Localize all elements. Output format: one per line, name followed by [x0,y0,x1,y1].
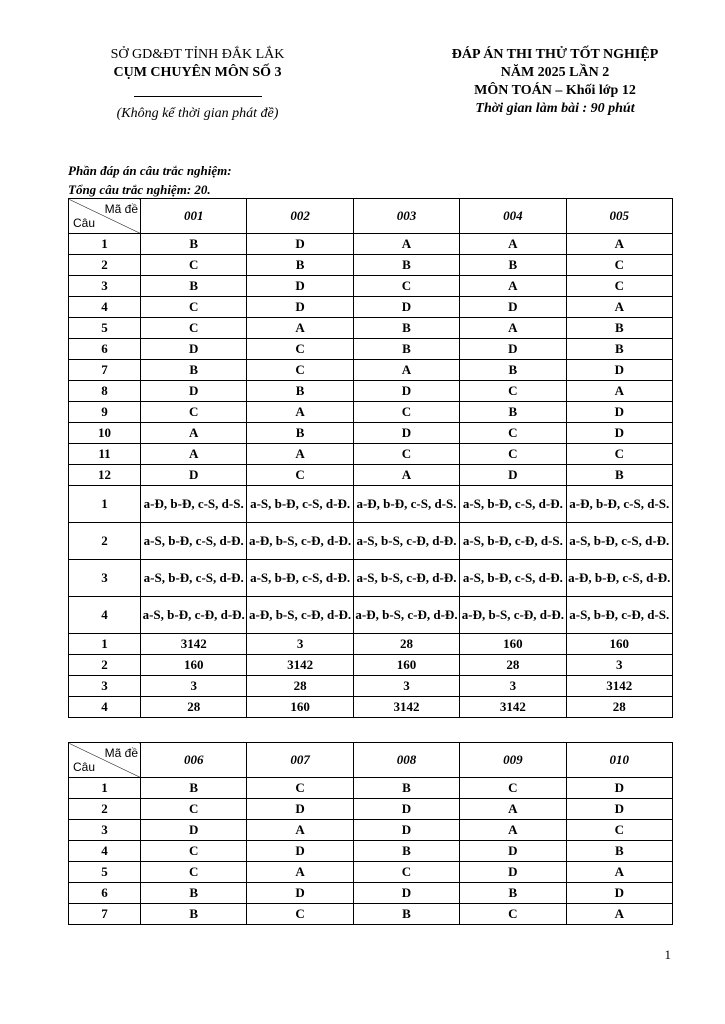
table-row [69,318,673,339]
table-row [69,820,673,841]
answer-cell: B [460,255,566,276]
answer-cell: D [247,883,353,904]
answer-cell: B [460,883,566,904]
answer-cell: B [460,360,566,381]
table-row [69,381,673,402]
corner-header-cell [69,743,141,778]
answer-cell: B [353,318,459,339]
answer-cell: 28 [247,676,353,697]
answer-cell: A [247,862,353,883]
answer-cell: a-Đ, b-Đ, c-S, d-Đ. [566,560,672,597]
question-number: 3 [69,560,141,597]
answer-cell: A [247,444,353,465]
question-number: 4 [69,841,141,862]
exam-year: NĂM 2025 LẦN 2 [500,65,610,80]
department-name: SỞ GD&ĐT TỈNH ĐẮK LẮK [110,47,285,62]
exam-code-header: 002 [247,199,353,234]
answer-cell: C [353,862,459,883]
answer-cell: C [566,255,672,276]
question-number: 2 [69,523,141,560]
question-number: 3 [69,276,141,297]
table-row [69,297,673,318]
answer-cell: D [353,883,459,904]
answer-cell: D [353,297,459,318]
intro [68,161,232,199]
answer-cell: a-Đ, b-Đ, c-S, d-S. [141,486,247,523]
table-row [69,841,673,862]
answer-cell: 3142 [141,634,247,655]
header-note: (Không kể thời gian phát đề) [116,106,279,121]
answer-table-1 [68,198,673,718]
answer-cell: D [566,402,672,423]
answer-cell: C [353,402,459,423]
answer-cell: A [566,381,672,402]
table-row [69,778,673,799]
table-row [69,360,673,381]
question-label: Câu [73,216,96,230]
answer-cell: A [353,360,459,381]
answer-cell: a-S, b-Đ, c-S, d-Đ. [460,486,566,523]
question-number: 3 [69,676,141,697]
exam-code-header: 005 [566,199,672,234]
answer-cell: C [566,820,672,841]
table-header-row [69,199,673,234]
answer-cell: B [247,423,353,444]
answer-cell: B [353,904,459,925]
header-right [410,46,700,118]
question-number: 5 [69,862,141,883]
exam-subject: MÔN TOÁN – Khối lớp 12 [474,83,636,98]
answer-cell: a-S, b-Đ, c-S, d-Đ. [460,560,566,597]
answer-cell: C [247,339,353,360]
answer-cell: A [566,904,672,925]
answer-cell: B [141,883,247,904]
answer-cell: C [141,841,247,862]
answer-cell: D [353,423,459,444]
table-row [69,634,673,655]
answer-cell: a-S, b-Đ, c-Đ, d-S. [566,597,672,634]
answer-cell: C [247,778,353,799]
answer-cell: D [460,841,566,862]
intro-line-2: Tổng câu trắc nghiệm: 20. [68,182,211,197]
answer-cell: B [566,339,672,360]
answer-cell: A [566,234,672,255]
answer-cell: a-Đ, b-S, c-Đ, d-Đ. [247,523,353,560]
answer-cell: D [353,820,459,841]
answer-cell: B [353,778,459,799]
answer-cell: 160 [247,697,353,718]
question-number: 3 [69,820,141,841]
table-row [69,560,673,597]
table-row [69,799,673,820]
answer-cell: a-Đ, b-S, c-Đ, d-Đ. [247,597,353,634]
question-number: 7 [69,904,141,925]
answer-cell: 3 [141,676,247,697]
answer-cell: D [566,778,672,799]
question-number: 6 [69,883,141,904]
answer-cell: A [460,799,566,820]
answer-cell: a-Đ, b-S, c-Đ, d-Đ. [460,597,566,634]
answer-cell: a-S, b-Đ, c-S, d-Đ. [566,523,672,560]
exam-duration: Thời gian làm bài : 90 phút [475,101,635,116]
exam-code-label: Mã đề [104,202,138,216]
question-number: 9 [69,402,141,423]
answer-cell: C [566,444,672,465]
table-row [69,676,673,697]
answer-cell: 3 [247,634,353,655]
table-row [69,597,673,634]
answer-cell: A [566,297,672,318]
question-number: 2 [69,255,141,276]
answer-cell: A [566,862,672,883]
answer-cell: C [247,904,353,925]
question-number: 2 [69,655,141,676]
table-row [69,444,673,465]
table-row [69,697,673,718]
answer-cell: B [247,381,353,402]
answer-cell: a-S, b-Đ, c-Đ, d-Đ. [141,597,247,634]
answer-cell: D [460,339,566,360]
table-row [69,904,673,925]
exam-title: ĐÁP ÁN THI THỬ TỐT NGHIỆP [451,47,659,62]
question-number: 1 [69,234,141,255]
answer-cell: a-S, b-S, c-Đ, d-Đ. [353,523,459,560]
answer-cell: D [141,381,247,402]
exam-code-header: 003 [353,199,459,234]
answer-cell: D [566,360,672,381]
answer-cell: C [141,862,247,883]
exam-code-header: 008 [353,743,459,778]
answer-cell: C [460,381,566,402]
answer-cell: C [141,318,247,339]
question-number: 4 [69,697,141,718]
answer-cell: D [353,799,459,820]
exam-code-header: 010 [566,743,672,778]
table-row [69,276,673,297]
answer-cell: A [460,318,566,339]
answer-cell: 28 [353,634,459,655]
corner-header-cell [69,199,141,234]
question-number: 1 [69,486,141,523]
answer-cell: A [460,820,566,841]
answer-cell: 28 [460,655,566,676]
answer-cell: 3142 [460,697,566,718]
answer-cell: D [353,381,459,402]
answer-cell: D [460,465,566,486]
table-row [69,862,673,883]
header-divider [134,96,262,97]
question-number: 4 [69,597,141,634]
table-row [69,402,673,423]
question-number: 2 [69,799,141,820]
answer-cell: B [353,339,459,360]
answer-cell: C [141,799,247,820]
answer-cell: a-S, b-Đ, c-S, d-Đ. [141,560,247,597]
answer-cell: A [141,444,247,465]
answer-cell: 3 [566,655,672,676]
answer-cell: 160 [353,655,459,676]
cluster-name: CỤM CHUYÊN MÔN SỐ 3 [113,65,282,80]
answer-cell: B [353,841,459,862]
answer-cell: A [247,318,353,339]
answer-cell: 3142 [247,655,353,676]
answer-cell: D [460,862,566,883]
answer-cell: D [141,465,247,486]
answer-cell: C [566,276,672,297]
answer-cell: D [247,799,353,820]
question-number: 5 [69,318,141,339]
answer-cell: B [460,402,566,423]
table-row [69,423,673,444]
question-number: 8 [69,381,141,402]
intro-line-1: Phần đáp án câu trắc nghiệm: [68,163,232,178]
answer-cell: 160 [566,634,672,655]
question-number: 1 [69,634,141,655]
answer-cell: 160 [460,634,566,655]
answer-cell: B [141,276,247,297]
answer-table-2 [68,742,673,925]
exam-code-header: 009 [460,743,566,778]
answer-cell: B [247,255,353,276]
answer-cell: B [353,255,459,276]
answer-cell: D [247,276,353,297]
question-number: 10 [69,423,141,444]
answer-cell: C [460,904,566,925]
exam-code-header: 001 [141,199,247,234]
exam-code-label: Mã đề [104,746,138,760]
answer-cell: A [247,820,353,841]
page-number: 1 [664,947,671,962]
answer-cell: C [247,360,353,381]
table-row [69,883,673,904]
question-number: 11 [69,444,141,465]
answer-cell: B [141,234,247,255]
table-row [69,486,673,523]
answer-cell: A [460,276,566,297]
table-row [69,523,673,560]
answer-cell: C [460,778,566,799]
table-row [69,255,673,276]
table-row [69,465,673,486]
question-number: 12 [69,465,141,486]
answer-cell: C [141,402,247,423]
answer-cell: A [353,465,459,486]
answer-cell: 160 [141,655,247,676]
answer-cell: a-Đ, b-Đ, c-S, d-S. [566,486,672,523]
answer-cell: C [353,444,459,465]
exam-code-header: 004 [460,199,566,234]
answer-cell: D [141,339,247,360]
answer-cell: a-Đ, b-Đ, c-S, d-S. [353,486,459,523]
question-number: 4 [69,297,141,318]
question-number: 7 [69,360,141,381]
answer-cell: C [353,276,459,297]
answer-cell: a-S, b-Đ, c-S, d-Đ. [247,486,353,523]
question-number: 1 [69,778,141,799]
answer-cell: C [141,255,247,276]
answer-cell: a-S, b-S, c-Đ, d-Đ. [353,560,459,597]
answer-cell: a-S, b-Đ, c-S, d-Đ. [141,523,247,560]
answer-cell: a-Đ, b-S, c-Đ, d-Đ. [353,597,459,634]
answer-cell: D [141,820,247,841]
answer-cell: B [566,318,672,339]
answer-cell: 3 [460,676,566,697]
answer-cell: 3142 [566,676,672,697]
answer-cell: B [566,841,672,862]
answer-cell: C [247,465,353,486]
question-label: Câu [73,760,96,774]
answer-cell: 3 [353,676,459,697]
answer-cell: C [460,423,566,444]
answer-cell: B [141,778,247,799]
answer-cell: B [141,904,247,925]
answer-cell: A [353,234,459,255]
table-row [69,339,673,360]
answer-cell: D [566,883,672,904]
exam-code-header: 007 [247,743,353,778]
answer-cell: a-S, b-Đ, c-S, d-Đ. [247,560,353,597]
table-row [69,655,673,676]
question-number: 6 [69,339,141,360]
answer-cell: A [141,423,247,444]
header-left [95,46,300,123]
answer-cell: B [566,465,672,486]
answer-cell: 28 [566,697,672,718]
answer-cell: D [247,234,353,255]
answer-cell: 28 [141,697,247,718]
answer-cell: C [141,297,247,318]
table-row [69,234,673,255]
answer-cell: D [566,799,672,820]
table-header-row [69,743,673,778]
answer-cell: D [566,423,672,444]
answer-cell: 3142 [353,697,459,718]
exam-code-header: 006 [141,743,247,778]
answer-cell: A [247,402,353,423]
answer-cell: D [460,297,566,318]
answer-cell: B [141,360,247,381]
answer-cell: a-S, b-Đ, c-Đ, d-S. [460,523,566,560]
answer-cell: D [247,841,353,862]
answer-cell: A [460,234,566,255]
answer-cell: D [247,297,353,318]
answer-cell: C [460,444,566,465]
